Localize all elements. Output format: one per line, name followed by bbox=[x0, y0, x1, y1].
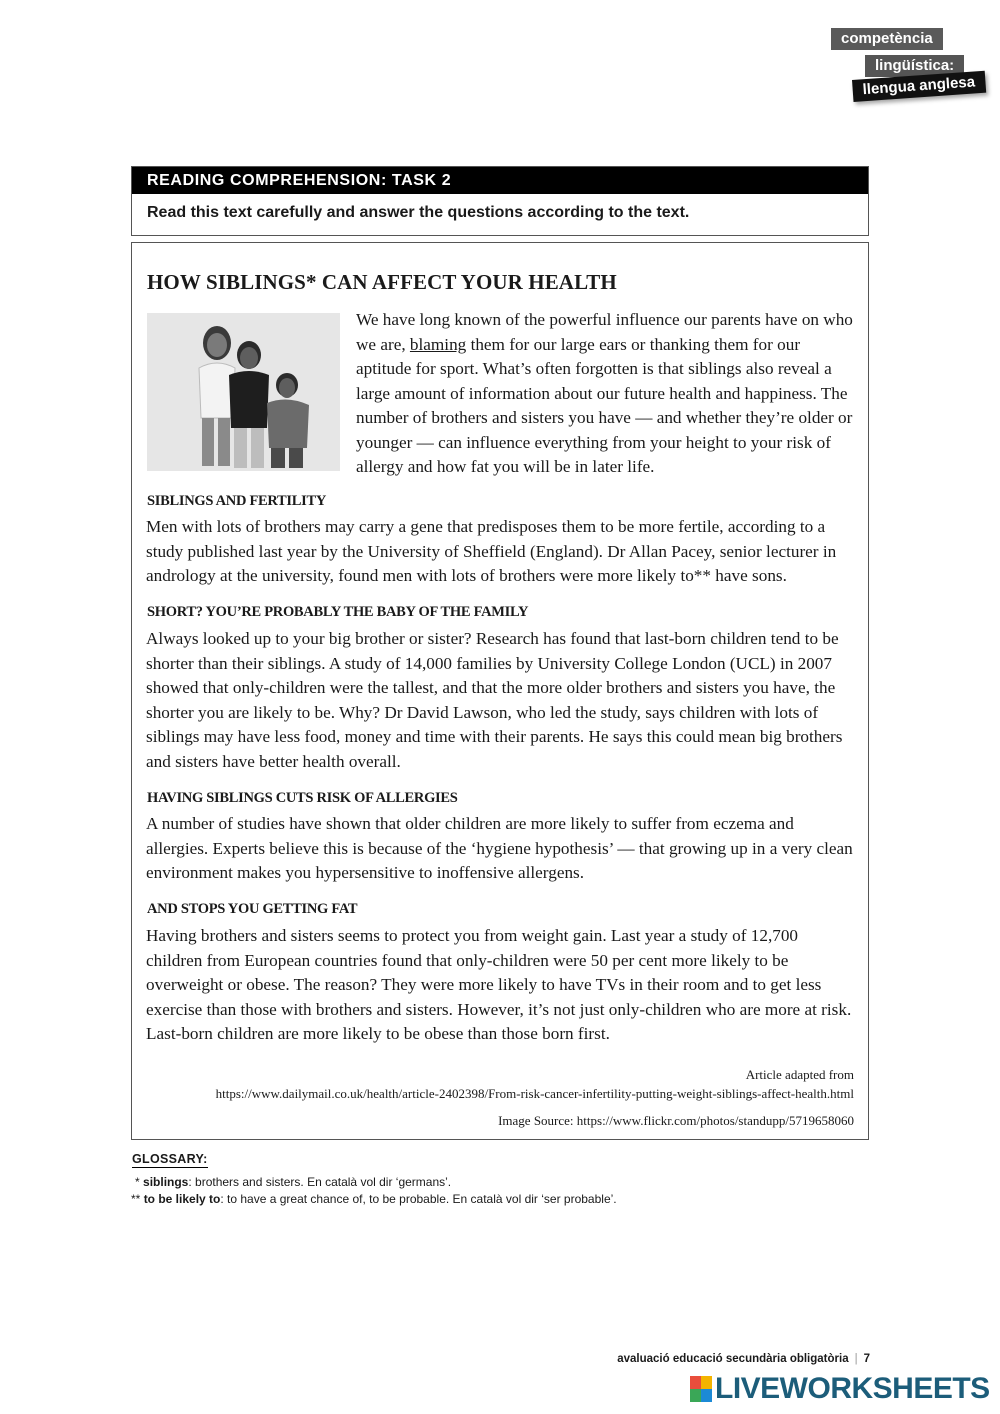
task-header-box bbox=[131, 166, 869, 236]
glossary-item-siblings bbox=[135, 1175, 451, 1189]
section-heading-short: SHORT? YOU’RE PROBABLY THE BABY OF THE FAMILY bbox=[147, 604, 529, 620]
image-source: Image Source: https://www.flickr.com/photos/standupp/5719658060 bbox=[498, 1113, 854, 1128]
section-text-fat: Having brothers and sisters seems to protect you from weight gain. Last year a study of 12,700 children from European countries found that only-children were 50 per cent more likely to be overweight or obese. The reason? They were more likely to have TVs in their room and to get less exercise than those with brothers and sisters. However, it’s not just only-children who are more at risk. Last-born children are more likely to be obese than those born first. bbox=[146, 926, 852, 1043]
page-footer bbox=[560, 1353, 870, 1365]
task-instruction: Read this text carefully and answer the questions according to the text. bbox=[147, 204, 690, 221]
glossary-definition: : to have a great chance of, to be probable. En català vol dir ‘ser probable’. bbox=[220, 1192, 617, 1206]
article-intro bbox=[356, 308, 856, 480]
section-heading-fertility: SIBLINGS AND FERTILITY bbox=[147, 493, 327, 509]
footer-text: avaluació educació secundària obligatòria bbox=[617, 1353, 849, 1365]
section-heading-allergies: HAVING SIBLINGS CUTS RISK OF ALLERGIES bbox=[147, 790, 458, 806]
glossary-mark: ** bbox=[131, 1192, 141, 1206]
subject-tag-linguistica: lingüística: bbox=[865, 55, 964, 77]
glossary-term: siblings bbox=[143, 1175, 189, 1189]
glossary-heading: GLOSSARY: bbox=[132, 1152, 208, 1166]
credit-label: Article adapted from bbox=[745, 1067, 854, 1082]
intro-text-start: We have long known of the powerful influence our parents have on who we are, bbox=[356, 310, 853, 354]
subject-tag-llengua-anglesa: llengua anglesa bbox=[852, 71, 986, 102]
credit-url: https://www.dailymail.co.uk/health/article-2402398/From-risk-cancer-infertility-putting-weight-siblings-affect-health.html bbox=[215, 1086, 854, 1101]
glossary-definition: : brothers and sisters. En català vol dir ‘germans’. bbox=[188, 1175, 452, 1189]
article-title: HOW SIBLINGS* CAN AFFECT YOUR HEALTH bbox=[147, 270, 617, 294]
siblings-photo bbox=[147, 313, 340, 471]
underlined-word-blaming: blaming bbox=[409, 334, 467, 354]
section-text-allergies: A number of studies have shown that older children are more likely to suffer from eczema and allergies. Experts believe this is because of the ‘hygiene hypothesis’ — that growing up in a very clean environment makes you hypersensitive to inoffensive allergens. bbox=[146, 814, 853, 882]
siblings-photo-illustration bbox=[147, 313, 340, 471]
glossary-item-likely bbox=[131, 1192, 617, 1206]
glossary-term: to be likely to bbox=[143, 1192, 221, 1206]
intro-text-end: them for our large ears or thanking them for our aptitude for sport. What’s often forgotten is that siblings also reveal a large amount of information about our future health and happiness. The number of brothers and sisters you have — and whether they’re older or younger — can influence everything from your height to your risk of allergy and how fat you will be in later life. bbox=[356, 334, 853, 476]
task-header: READING COMPREHENSION: TASK 2 bbox=[132, 167, 868, 194]
section-heading-fat: AND STOPS YOU GETTING FAT bbox=[147, 901, 358, 917]
subject-tag-competencia: competència bbox=[831, 28, 943, 50]
liveworksheets-brand bbox=[690, 1373, 990, 1405]
liveworksheets-logo-icon bbox=[690, 1376, 712, 1402]
section-text-fertility: Men with lots of brothers may carry a gene that predisposes them to be more fertile, according to a study published last year by the University of Sheffield (England). Dr Allan Pacey, senior lecturer in andrology at the university, found men with lots of brothers were more likely to** have sons. bbox=[146, 517, 837, 585]
brand-name: LIVEWORKSHEETS bbox=[715, 1372, 990, 1405]
footer-separator: | bbox=[854, 1353, 858, 1365]
section-text-short: Always looked up to your big brother or sister? Research has found that last-born children tend to be shorter than their siblings. A study of 14,000 families by University College London (UCL) in 2007 showed that only-children were the tallest, and that the more older brothers and sisters you have, the shorter you are likely to be. Why? Dr David Lawson, who led the study, says children with lots of siblings may have less food, money and time with their parents. He says this could mean big brothers and sisters have better health overall. bbox=[146, 629, 843, 771]
article-box bbox=[131, 242, 869, 1140]
page-number: 7 bbox=[863, 1353, 870, 1365]
glossary-mark: * bbox=[135, 1175, 140, 1189]
